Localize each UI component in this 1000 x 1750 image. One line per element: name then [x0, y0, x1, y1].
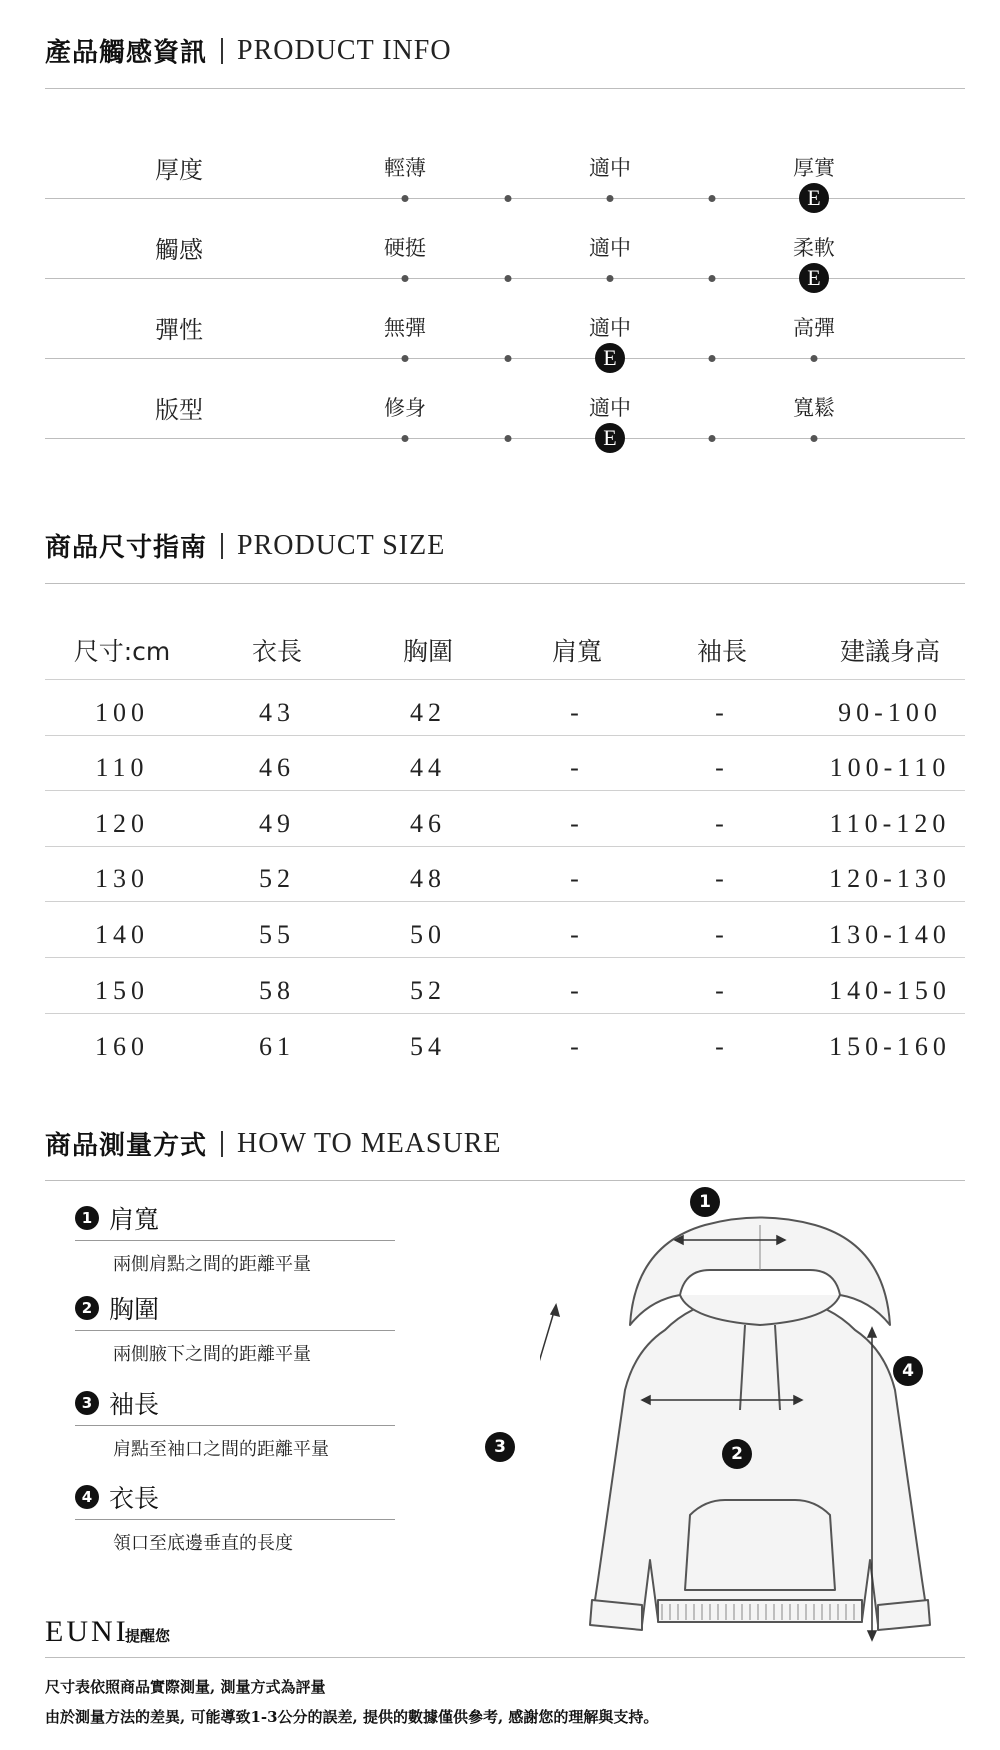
scale-dot — [709, 435, 716, 442]
size-row-divider — [45, 735, 965, 736]
scale-dot — [505, 435, 512, 442]
info-option-label: 柔軟 — [793, 236, 835, 260]
measure-title-en: HOW TO MEASURE — [237, 1127, 502, 1159]
scale-dot — [811, 435, 818, 442]
measure-badge-3: 3 — [485, 1432, 515, 1462]
size-cell: 46 — [410, 809, 446, 838]
scale-dot — [402, 195, 409, 202]
info-title-en: PRODUCT INFO — [237, 34, 452, 66]
info-option-label: 高彈 — [793, 316, 835, 340]
brand-logo: EUNI — [45, 1615, 129, 1648]
size-cell: - — [715, 864, 729, 893]
measure-item-label: 胸圍 — [109, 1295, 160, 1324]
info-option-label: 修身 — [384, 396, 426, 420]
info-option-label: 適中 — [589, 236, 631, 260]
measure-item-rule — [75, 1519, 395, 1520]
scale-dot — [402, 275, 409, 282]
info-title-zh: 產品觸感資訊 — [45, 38, 208, 68]
size-cell: 61 — [259, 1032, 295, 1061]
size-title-rule — [45, 583, 965, 584]
info-attr-label: 厚度 — [155, 156, 203, 184]
measure-badge-1: 1 — [690, 1187, 720, 1217]
scale-dot — [505, 355, 512, 362]
measure-number-badge: 2 — [75, 1296, 99, 1320]
size-cell: 150-160 — [829, 1032, 951, 1061]
size-cell: 43 — [259, 698, 295, 727]
size-cell: 120 — [95, 809, 149, 838]
measure-number-badge: 1 — [75, 1206, 99, 1230]
size-cell: - — [715, 753, 729, 782]
info-option-label: 厚實 — [793, 156, 835, 180]
size-cell: 58 — [259, 976, 295, 1005]
size-cell: - — [570, 698, 584, 727]
size-section-title — [45, 527, 445, 564]
measure-badge-4: 4 — [893, 1356, 923, 1386]
size-cell: - — [570, 809, 584, 838]
selected-marker: E — [799, 183, 829, 213]
size-cell: - — [715, 698, 729, 727]
title-divider — [221, 1131, 223, 1157]
measure-item-desc: 兩側肩點之間的距離平量 — [113, 1254, 311, 1275]
measure-item-label: 肩寬 — [109, 1205, 160, 1234]
measure-badge-2: 2 — [722, 1439, 752, 1469]
measure-title-zh: 商品測量方式 — [45, 1131, 208, 1161]
selected-marker: E — [595, 423, 625, 453]
size-column-header: 肩寬 — [551, 637, 603, 666]
size-cell: - — [570, 1032, 584, 1061]
size-row-divider — [45, 679, 965, 680]
selected-marker: E — [799, 263, 829, 293]
scale-dot — [402, 355, 409, 362]
info-row — [0, 310, 1000, 390]
measure-section-title — [45, 1125, 501, 1162]
size-column-header: 袖長 — [696, 637, 748, 666]
size-cell: 150 — [95, 976, 149, 1005]
size-cell: 54 — [410, 1032, 446, 1061]
size-cell: - — [570, 753, 584, 782]
measure-title-rule — [45, 1180, 965, 1181]
measure-number-badge: 3 — [75, 1391, 99, 1415]
info-row — [0, 230, 1000, 310]
title-divider — [221, 38, 223, 64]
footer-note-1: 尺寸表依照商品實際測量, 測量方式為評量 — [45, 1678, 326, 1696]
info-section-title — [45, 32, 452, 69]
size-cell: 100 — [95, 698, 149, 727]
size-cell: 48 — [410, 864, 446, 893]
size-cell: - — [715, 1032, 729, 1061]
title-divider — [221, 533, 223, 559]
info-title-rule — [45, 88, 965, 89]
measure-item-desc: 兩側腋下之間的距離平量 — [113, 1344, 311, 1365]
size-row-divider — [45, 901, 965, 902]
measure-item — [75, 1290, 395, 1365]
selected-marker: E — [595, 343, 625, 373]
measure-item-desc: 領口至底邊垂直的長度 — [113, 1533, 293, 1554]
info-option-label: 硬挺 — [384, 236, 426, 260]
info-row — [0, 150, 1000, 230]
measure-item-rule — [75, 1240, 395, 1241]
size-cell: - — [715, 976, 729, 1005]
info-attr-label: 觸感 — [155, 236, 203, 264]
scale-dot — [709, 195, 716, 202]
size-cell: 46 — [259, 753, 295, 782]
size-title-zh: 商品尺寸指南 — [45, 533, 208, 563]
size-row-divider — [45, 846, 965, 847]
size-cell: - — [570, 976, 584, 1005]
measure-item-label: 袖長 — [109, 1390, 160, 1419]
footer-note-2: 由於測量方法的差異, 可能導致1-3公分的誤差, 提供的數據僅供參考, 感謝您的理解與支持。 — [45, 1708, 659, 1726]
size-cell: 52 — [259, 864, 295, 893]
scale-dot — [607, 195, 614, 202]
scale-dot — [607, 275, 614, 282]
size-cell: 140-150 — [829, 976, 951, 1005]
size-cell: - — [570, 864, 584, 893]
scale-dot — [709, 355, 716, 362]
measure-item-rule — [75, 1330, 395, 1331]
size-cell: 90-100 — [838, 698, 942, 727]
size-cell: 50 — [410, 920, 446, 949]
info-option-label: 無彈 — [384, 316, 426, 340]
size-cell: 140 — [95, 920, 149, 949]
scale-dot — [402, 435, 409, 442]
size-cell: - — [715, 809, 729, 838]
footer-rule — [45, 1657, 965, 1658]
hoodie-illustration — [540, 1200, 980, 1670]
scale-dot — [709, 275, 716, 282]
size-cell: 52 — [410, 976, 446, 1005]
size-cell: 120-130 — [829, 864, 951, 893]
info-option-label: 寬鬆 — [793, 396, 835, 420]
size-cell: 130 — [95, 864, 149, 893]
info-option-label: 適中 — [589, 156, 631, 180]
info-row — [0, 390, 1000, 470]
size-row-divider — [45, 790, 965, 791]
measure-item-label: 衣長 — [109, 1484, 160, 1513]
info-attr-label: 版型 — [155, 396, 203, 424]
size-cell: 42 — [410, 698, 446, 727]
size-title-en: PRODUCT SIZE — [237, 529, 446, 561]
measure-item — [75, 1200, 395, 1275]
info-option-label: 適中 — [589, 396, 631, 420]
info-option-label: 適中 — [589, 316, 631, 340]
measure-item-rule — [75, 1425, 395, 1426]
size-column-header: 胸圍 — [402, 637, 454, 666]
size-cell: 160 — [95, 1032, 149, 1061]
size-cell: 44 — [410, 753, 446, 782]
scale-dot — [505, 275, 512, 282]
size-row-divider — [45, 1013, 965, 1014]
size-column-header: 建議身高 — [839, 637, 941, 666]
scale-dot — [505, 195, 512, 202]
size-cell: 100-110 — [829, 753, 951, 782]
measure-item — [75, 1479, 395, 1554]
measure-item — [75, 1385, 395, 1460]
size-cell: 110 — [95, 753, 149, 782]
size-cell: 55 — [259, 920, 295, 949]
size-cell: 49 — [259, 809, 295, 838]
size-cell: 130-140 — [829, 920, 951, 949]
info-attr-label: 彈性 — [155, 316, 203, 344]
measure-number-badge: 4 — [75, 1485, 99, 1509]
brand-reminder: 提醒您 — [125, 1627, 171, 1645]
info-option-label: 輕薄 — [384, 156, 426, 180]
size-cell: - — [715, 920, 729, 949]
size-row-divider — [45, 957, 965, 958]
scale-dot — [811, 355, 818, 362]
size-cell: 110-120 — [829, 809, 951, 838]
size-column-header: 尺寸:cm — [73, 637, 171, 666]
size-cell: - — [570, 920, 584, 949]
size-column-header: 衣長 — [251, 637, 303, 666]
measure-item-desc: 肩點至袖口之間的距離平量 — [113, 1439, 329, 1460]
